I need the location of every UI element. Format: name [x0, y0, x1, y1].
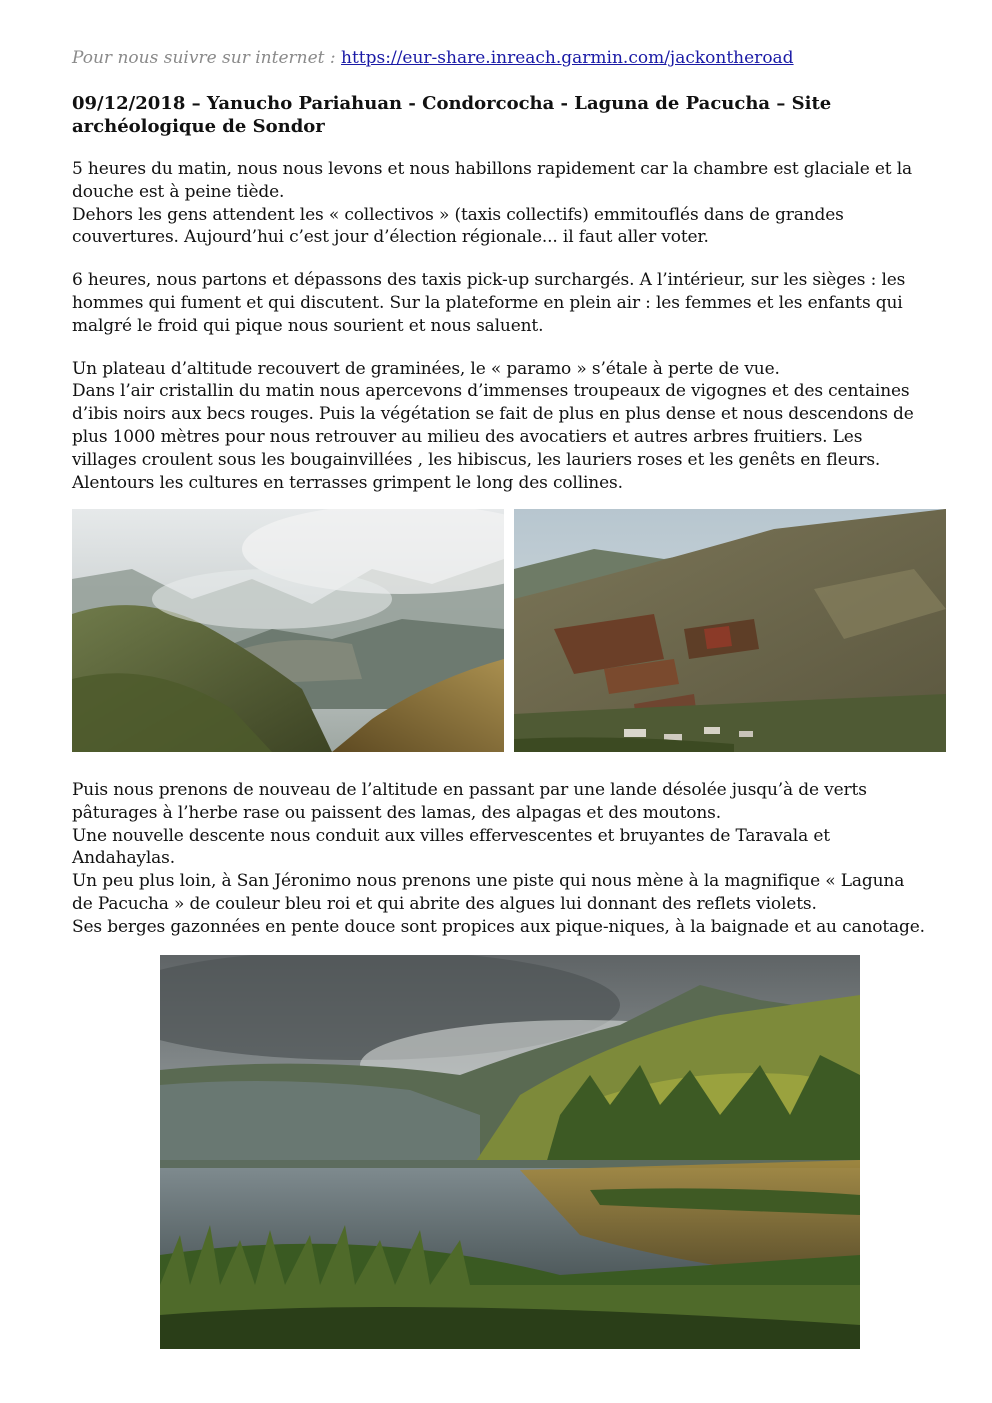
paragraph-3: [72, 358, 952, 495]
paragraph-1: [72, 158, 952, 249]
paragraph-4: [72, 779, 952, 939]
tracking-link[interactable]: https://eur-share.inreach.garmin.com/jackontheroad: [341, 48, 794, 68]
page-content: [72, 46, 952, 494]
paragraph-line: d’ibis noirs aux becs rouges. Puis la végétation se fait de plus en plus dense et nous descendons de: [72, 404, 914, 425]
page-title: [72, 92, 872, 138]
paragraph-line: pâturages à l’herbe rase ou paissent des lamas, des alpagas et des moutons.: [72, 802, 721, 823]
title-line-1: 09/12/2018 – Yanucho Pariahuan - Condorcocha - Laguna de Pacucha – Site: [72, 93, 832, 114]
paragraph-line: Un peu plus loin, à San Jéronimo nous prenons une piste qui nous mène à la magnifique « Laguna: [72, 871, 905, 892]
paragraph-line: Andahaylas.: [72, 848, 175, 869]
paragraph-line: 5 heures du matin, nous nous levons et nous habillons rapidement car la chambre est glaciale et la: [72, 159, 912, 179]
misty-valley-photo: [72, 509, 504, 752]
paragraph-2: [72, 269, 952, 337]
paragraph-line: de Pacucha » de couleur bleu roi et qui abrite des algues lui donnant des reflets violets.: [72, 893, 817, 914]
paragraph-line: Un plateau d’altitude recouvert de graminées, le « paramo » s’étale à perte de vue.: [72, 358, 780, 379]
paragraph-line: Une nouvelle descente nous conduit aux villes effervescentes et bruyantes de Taravala et: [72, 825, 830, 846]
follow-label: Pour nous suivre sur internet :: [72, 48, 342, 68]
title-line-2: archéologique de Sondor: [72, 116, 325, 137]
follow-line: [72, 46, 952, 70]
paragraph-line: plus 1000 mètres pour nous retrouver au milieu des avocatiers et autres arbres fruitiers. Les: [72, 426, 863, 447]
paragraph-line: Puis nous prenons de nouveau de l’altitude en passant par une lande désolée jusqu’à de verts: [72, 780, 867, 800]
paragraph-line: Ses berges gazonnées en pente douce sont propices aux pique-niques, à la baignade et au canotage.: [72, 916, 925, 937]
paragraph-line: malgré le froid qui pique nous sourient et nous saluent.: [72, 315, 544, 336]
paragraph-line: couvertures. Aujourd’hui c’est jour d’élection régionale... il faut aller voter.: [72, 227, 709, 248]
laguna-pacucha-photo: [160, 955, 860, 1349]
paragraph-line: douche est à peine tiède.: [72, 181, 285, 202]
photo-row: [72, 509, 946, 752]
terraced-hill-photo: [514, 509, 946, 752]
paragraph-line: hommes qui fument et qui discutent. Sur la plateforme en plein air : les femmes et les enfants qui: [72, 292, 903, 313]
paragraph-line: Dehors les gens attendent les « collectivos » (taxis collectifs) emmitouflés dans de grandes: [72, 204, 844, 225]
paragraph-line: Dans l’air cristallin du matin nous apercevons d’immenses troupeaux de vigognes et des centaines: [72, 381, 910, 402]
paragraph-line: villages croulent sous les bougainvillées , les hibiscus, les lauriers roses et les genêts en fleurs.: [72, 449, 881, 470]
lower-text: [72, 779, 952, 939]
paragraph-line: Alentours les cultures en terrasses grimpent le long des collines.: [72, 472, 623, 493]
paragraph-line: 6 heures, nous partons et dépassons des taxis pick-up surchargés. A l’intérieur, sur les sièges : les: [72, 270, 906, 291]
